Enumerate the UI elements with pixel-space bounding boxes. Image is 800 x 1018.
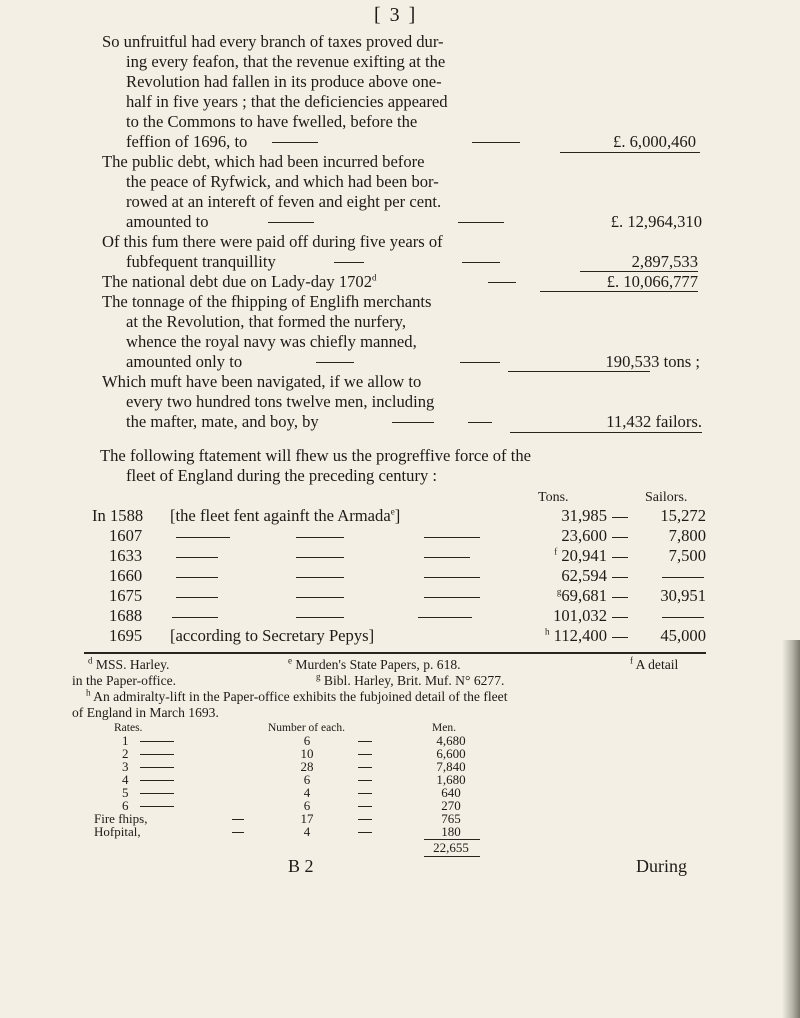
tonnage-amount: 190,533 tons ;: [605, 352, 700, 371]
fleet-year: 1695: [109, 626, 143, 645]
footnote-text: An admiralty-lift in the Paper-office exhibits the fubjoined detail of the fleet: [93, 689, 508, 704]
fleet-tons: 101,032: [553, 606, 607, 625]
leader-dash: [612, 637, 628, 638]
leader-dash: [358, 754, 372, 755]
leader-dash: [140, 741, 174, 742]
leader-dash: [232, 819, 244, 820]
rates-header: Rates.: [114, 722, 143, 734]
text-line: [102, 272, 377, 292]
leader-dash: [612, 617, 628, 618]
catchword: During: [636, 856, 687, 876]
fleet-sailors: 7,800: [668, 526, 706, 545]
text-line: ing every feafon, that the revenue exifting at the: [126, 52, 446, 71]
text-line: amounted only to: [126, 352, 243, 371]
rates-total: 22,655: [433, 840, 469, 855]
fleet-year: 1675: [109, 586, 143, 605]
fleet-year: In 1588: [92, 506, 144, 525]
footnote-f: [630, 657, 678, 673]
leader-dash: [296, 537, 344, 538]
leader-dash: [460, 362, 500, 363]
text-line: to the Commons to have fwelled, before the: [126, 112, 418, 131]
leader-dash: [176, 577, 218, 578]
fleet-year: 1660: [109, 566, 143, 585]
text-line: every two hundred tons twelve men, including: [126, 392, 435, 411]
rate-cell: Hofpital,: [94, 824, 141, 839]
footnote-mark: f: [630, 655, 633, 666]
footnote-text: A detail: [635, 657, 679, 672]
leader-dash: [612, 557, 628, 558]
men-cell: 765: [441, 811, 461, 826]
rate-cell: Fire fhips,: [94, 811, 148, 826]
leader-dash: [176, 597, 218, 598]
text-line: Of this fum there were paid off during five years of: [102, 232, 443, 251]
fleet-tons-value: 20,941: [561, 546, 607, 565]
footnote-mark: e: [390, 506, 395, 517]
leader-dash: [358, 832, 372, 833]
leader-dash: [612, 577, 628, 578]
text-line: Revolution had fallen in its produce above one-: [126, 72, 442, 91]
leader-dash: [176, 557, 218, 558]
fleet-tons: 31,985: [561, 506, 607, 525]
fleet-desc: [according to Secretary Pepys]: [170, 626, 375, 645]
fleet-tons: 23,600: [561, 526, 607, 545]
text-line: the mafter, mate, and boy, by: [126, 412, 319, 431]
footnote-text: MSS. Harley.: [95, 657, 170, 672]
underline-rule: [510, 432, 702, 433]
leader-dash: [358, 780, 372, 781]
leader-dash: [268, 222, 314, 223]
men-cell: 6,600: [436, 746, 466, 761]
paid-off-amount: 2,897,533: [631, 252, 698, 271]
sailors-amount: 11,432 failors.: [606, 412, 702, 431]
signature-mark: B 2: [288, 856, 314, 876]
leader-dash: [296, 577, 344, 578]
page-header: [ 3 ]: [374, 4, 418, 26]
fleet-desc: [170, 506, 400, 526]
leader-dash: [140, 806, 174, 807]
text-line: whence the royal navy was chiefly manned,: [126, 332, 417, 351]
text-content: The national debt due on Lady-day 1702: [102, 272, 373, 291]
men-header: Men.: [432, 722, 456, 734]
rate-cell: 6: [122, 798, 129, 813]
footnote-separator: [84, 652, 706, 654]
public-debt-amount: £. 12,964,310: [610, 212, 702, 231]
men-cell: 4,680: [436, 733, 466, 748]
deficiency-amount: £. 6,000,460: [613, 132, 696, 151]
text-line: The public debt, which had been incurred before: [102, 152, 425, 171]
footnote-mark: d: [372, 272, 377, 283]
fleet-sailors: 30,951: [660, 586, 706, 605]
text-line: fubfequent tranquillity: [126, 252, 276, 271]
footnote-g: [316, 673, 504, 689]
footnote-line: of England in March 1693.: [72, 705, 219, 720]
men-cell: 1,680: [436, 772, 466, 787]
number-cell: 6: [303, 798, 311, 813]
leader-dash: [662, 617, 704, 618]
footnote-mark: g: [316, 671, 321, 682]
leader-dash: [612, 517, 628, 518]
leader-dash: [424, 557, 470, 558]
leader-dash: [612, 537, 628, 538]
leader-dash: [140, 793, 174, 794]
fleet-tons: [525, 586, 607, 606]
sailors-header: Sailors.: [645, 490, 688, 505]
fleet-year: 1688: [109, 606, 143, 625]
leader-dash: [358, 819, 372, 820]
text-line: The tonnage of the fhipping of Englifh merchants: [102, 292, 432, 311]
footnote-mark: h: [86, 687, 91, 698]
leader-dash: [172, 617, 218, 618]
leader-dash: [392, 422, 434, 423]
number-cell: 28: [300, 759, 314, 774]
national-debt-amount: £. 10,066,777: [606, 272, 698, 291]
footnote-mark: g: [556, 586, 562, 597]
leader-dash: [140, 780, 174, 781]
men-cell: 7,840: [436, 759, 466, 774]
leader-dash: [612, 597, 628, 598]
leader-dash: [232, 832, 244, 833]
text-line: The following ftatement will fhew us the progreffive force of the: [100, 446, 531, 465]
fleet-tons: [525, 546, 607, 566]
rate-cell: 4: [122, 772, 129, 787]
leader-dash: [296, 617, 344, 618]
number-cell: 6: [303, 772, 311, 787]
footnote-line: in the Paper-office.: [72, 673, 177, 688]
number-cell: 4: [303, 824, 311, 839]
footnote-mark: f: [554, 546, 558, 557]
total-rule-bottom: [424, 856, 480, 857]
fleet-tons-value: 112,400: [553, 626, 607, 645]
fleet-year: 1633: [109, 546, 143, 565]
leader-dash: [462, 262, 500, 263]
leader-dash: [272, 142, 318, 143]
fleet-sailors: 7,500: [668, 546, 706, 565]
men-cell: 270: [441, 798, 461, 813]
leader-dash: [358, 806, 372, 807]
leader-dash: [472, 142, 520, 143]
rate-cell: 3: [122, 759, 129, 774]
text-line: amounted to: [126, 212, 209, 231]
men-cell: 640: [441, 785, 461, 800]
fleet-sailors: 15,272: [660, 506, 706, 525]
footnote-text: Bibl. Harley, Brit. Muf. N° 6277.: [323, 673, 505, 688]
leader-dash: [296, 597, 344, 598]
footnote-mark: h: [545, 626, 550, 637]
number-cell: 17: [300, 811, 314, 826]
number-cell: 10: [300, 746, 314, 761]
text-line: rowed at an intereft of feven and eight per cent.: [126, 192, 442, 211]
leader-dash: [468, 422, 492, 423]
leader-dash: [140, 767, 174, 768]
leader-dash: [140, 754, 174, 755]
rate-cell: 5: [122, 785, 129, 800]
leader-dash: [358, 767, 372, 768]
leader-dash: [176, 537, 230, 538]
underline-rule: [560, 152, 700, 153]
fleet-sailors: 45,000: [660, 626, 706, 645]
text-line: the peace of Ryfwick, and which had been bor-: [126, 172, 439, 191]
leader-dash: [418, 617, 472, 618]
fleet-year: 1607: [109, 526, 143, 545]
text-line: at the Revolution, that formed the nurfery,: [126, 312, 407, 331]
footnote-d: [88, 657, 169, 673]
leader-dash: [316, 362, 354, 363]
number-header: Number of each.: [268, 722, 345, 734]
number-cell: 4: [303, 785, 311, 800]
tons-header: Tons.: [538, 490, 569, 505]
fleet-tons-value: 69,681: [561, 586, 607, 605]
leader-dash: [424, 577, 480, 578]
leader-dash: [662, 577, 704, 578]
text-line: Which muft have been navigated, if we allow to: [102, 372, 422, 391]
footnote-e: [288, 657, 461, 673]
rate-cell: 2: [122, 746, 129, 761]
fleet-desc-end: ]: [394, 506, 401, 525]
leader-dash: [424, 597, 480, 598]
underline-rule: [540, 291, 698, 292]
text-line: feffion of 1696, to: [126, 132, 248, 151]
men-cell: 180: [441, 824, 461, 839]
text-line: fleet of England during the preceding century :: [126, 466, 438, 485]
leader-dash: [358, 741, 372, 742]
leader-dash: [358, 793, 372, 794]
rate-cell: 1: [122, 733, 129, 748]
fleet-tons: [512, 626, 607, 646]
leader-dash: [458, 222, 504, 223]
number-cell: 6: [303, 733, 311, 748]
page-edge-shadow: [782, 640, 800, 1018]
text-line: So unfruitful had every branch of taxes proved dur-: [102, 32, 444, 51]
underline-rule: [508, 371, 650, 372]
footnote-text: Murden's State Papers, p. 618.: [295, 657, 461, 672]
fleet-desc-text: [the fleet fent againft the Armada: [170, 506, 391, 525]
footnote-mark: e: [288, 655, 292, 666]
footnote-h: [86, 689, 508, 705]
leader-dash: [296, 557, 344, 558]
leader-dash: [334, 262, 364, 263]
footnote-mark: d: [88, 655, 93, 666]
text-line: half in five years ; that the deficiencies appeared: [126, 92, 448, 111]
leader-dash: [424, 537, 480, 538]
fleet-tons: 62,594: [561, 566, 607, 585]
